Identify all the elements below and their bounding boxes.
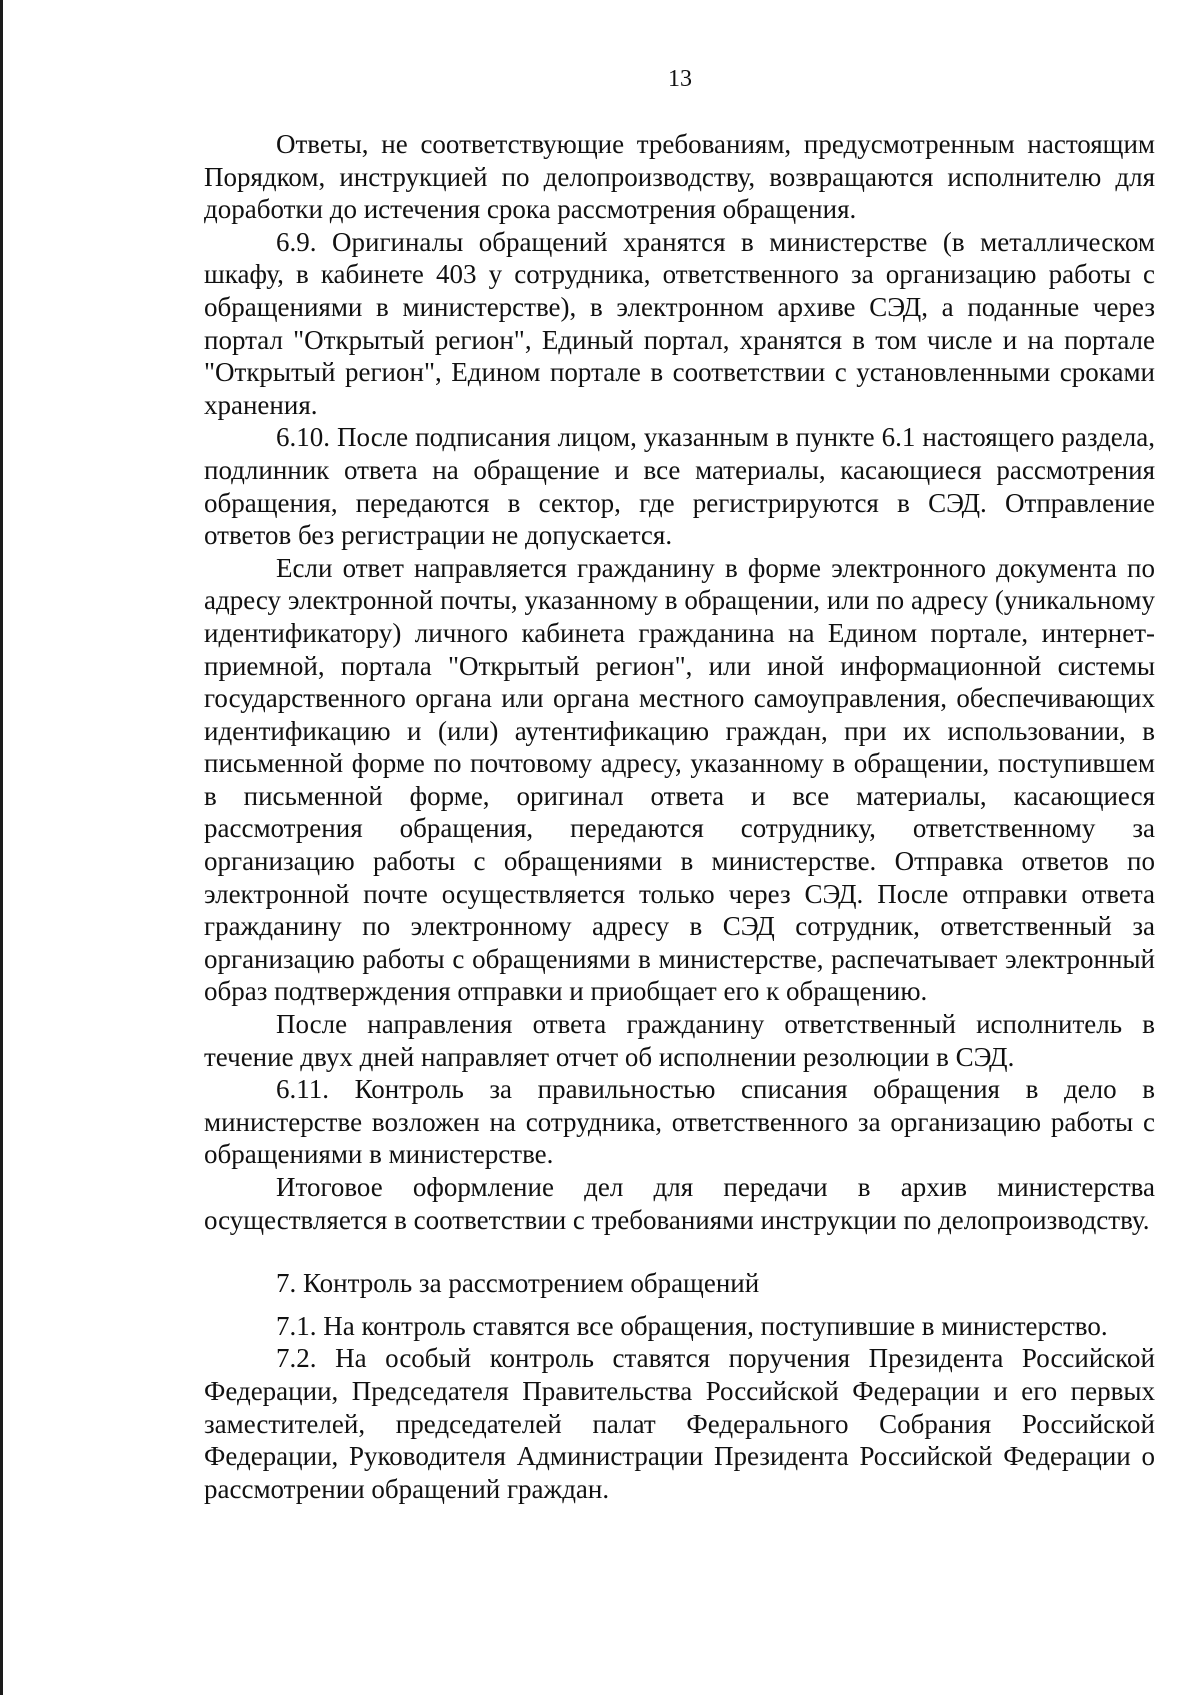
page-number: 13 [668, 66, 692, 92]
paragraph-final-archive: Итоговое оформление дел для передачи в архив министерства осуществляется в соответствии с требованиями инструкции по делопроизводству. [204, 1172, 1155, 1235]
paragraph-7-1-all-on-control: 7.1. На контроль ставятся все обращения, поступившие в министерство. [276, 1310, 1108, 1341]
paragraph-report-execution: После направления ответа гражданину ответственный исполнитель в течение двух дней направляет отчет об исполнении резолюции в СЭД. [204, 1009, 1155, 1072]
paragraph-7-2-special-control: 7.2. На особый контроль ставятся поручения Президента Российской Федерации, Председателя Правительства Российской Федерации и его первых заместителей, председателей палат Федерального Собрания Российской Федерации, Руководителя Администрации Президента Российской Федерации о рассмотрении обращений граждан. [204, 1343, 1155, 1504]
paragraph-6-9-originals-storage: 6.9. Оригиналы обращений хранятся в министерстве (в металлическом шкафу, в кабинете 403 у сотрудника, ответственного за организацию работы с обращениями в министерстве), в электронном архиве СЭД, а поданные через портал "Открытый регион", Единый портал, хранятся в том числе и на портале "Открытый регион", Едином портале в соответствии с установленными сроками хранения. [204, 226, 1155, 420]
paragraph-electronic-answer: Если ответ направляется гражданину в форме электронного документа по адресу электронной почты, указанному в обращении, или по адресу (уникальному идентификатору) личного кабинета гражданина на Едином портале, интернет-приемной, портала "Открытый регион", или иной информационной системы государственного органа или органа местного самоуправления, обеспечивающих идентификацию и (или) аутентификацию граждан, при их использовании, в письменной форме по почтовому адресу, указанному в обращении, поступившем в письменной форме, оригинал ответа и все материалы, касающиеся рассмотрения обращения, передаются сотруднику, ответственному за организацию работы с обращениями в министерстве. Отправка ответов по электронной почте осуществляется только через СЭД. После отправки ответа гражданину по электронному адресу в СЭД сотрудник, ответственный за организацию работы с обращениями в министерстве, распечатывает электронный образ подтверждения отправки и приобщает его к обращению. [204, 552, 1155, 1007]
paragraph-6-10-after-signing: 6.10. После подписания лицом, указанным в пункте 6.1 настоящего раздела, подлинник ответа на обращение и все материалы, касающиеся рассмотрения обращения, передаются в сектор, где регистрируются в СЭД. Отправление ответов без регистрации не допускается. [204, 422, 1155, 551]
scan-edge-line [0, 0, 3, 1695]
paragraph-answers-returned: Ответы, не соответствующие требованиям, предусмотренным настоящим Порядком, инструкцией по делопроизводству, возвращаются исполнителю для доработки до истечения срока рассмотрения обращения. [204, 129, 1155, 225]
section-heading-7: 7. Контроль за рассмотрением обращений [276, 1268, 760, 1299]
paragraph-6-11-control-write-off: 6.11. Контроль за правильностью списания обращения в дело в министерстве возложен на сотрудника, ответственного за организацию работы с обращениями в министерстве. [204, 1074, 1155, 1170]
document-body [204, 128, 1155, 1505]
